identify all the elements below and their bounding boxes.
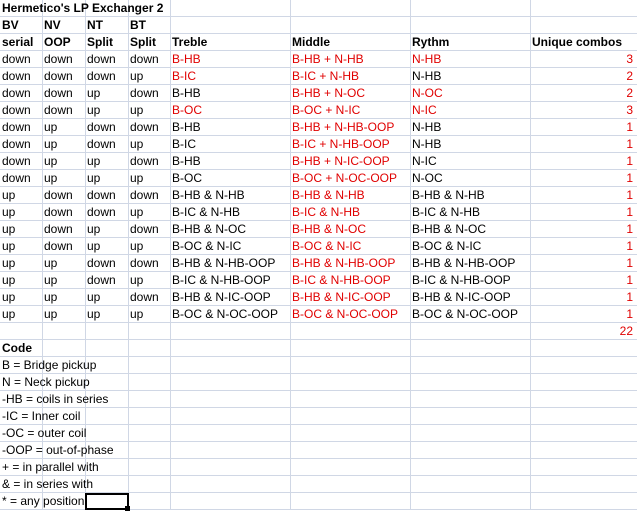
column-header[interactable]: Unique combos	[532, 35, 623, 49]
cell-nv[interactable]: down	[44, 69, 73, 83]
cell-unique-combos[interactable]: 1	[626, 256, 633, 270]
cell-bv[interactable]: up	[2, 273, 16, 287]
code-line[interactable]: N = Neck pickup	[2, 375, 90, 389]
cell-rythm[interactable]: N-IC	[412, 154, 437, 168]
code-line[interactable]: B = Bridge pickup	[2, 358, 97, 372]
cell-rythm[interactable]: B-IC & N-HB-OOP	[412, 273, 511, 287]
cell-nt[interactable]: up	[87, 86, 101, 100]
cell-middle[interactable]: B-HB & N-IC-OOP	[292, 290, 391, 304]
cell-nv[interactable]: up	[44, 290, 58, 304]
cell-nv[interactable]: down	[44, 52, 73, 66]
cell-nt[interactable]: up	[87, 171, 101, 185]
cell-rythm[interactable]: B-OC & N-OC-OOP	[412, 307, 519, 321]
cell-nt[interactable]: down	[87, 137, 116, 151]
cell-nt[interactable]: down	[87, 256, 116, 270]
cell-bv[interactable]: up	[2, 307, 16, 321]
active-cell-selection[interactable]	[85, 493, 129, 510]
cell-rythm[interactable]: N-OC	[412, 171, 443, 185]
cell-bt[interactable]: down	[130, 120, 159, 134]
cell-middle[interactable]: B-HB + N-HB-OOP	[292, 120, 395, 134]
cell-nv[interactable]: up	[44, 273, 58, 287]
cell-middle[interactable]: B-HB & N-HB	[292, 188, 365, 202]
cell-treble[interactable]: B-OC & N-IC	[172, 239, 242, 253]
cell-unique-combos[interactable]: 3	[626, 103, 633, 117]
column-header[interactable]: BT	[130, 18, 146, 32]
cell-rythm[interactable]: N-HB	[412, 137, 442, 151]
cell-nt[interactable]: up	[87, 307, 101, 321]
cell-middle[interactable]: B-OC & N-IC	[292, 239, 362, 253]
cell-nv[interactable]: up	[44, 154, 58, 168]
cell-nv[interactable]: down	[44, 86, 73, 100]
cell-bt[interactable]: down	[130, 86, 159, 100]
cell-unique-combos[interactable]: 1	[626, 290, 633, 304]
column-header[interactable]: serial	[2, 35, 34, 49]
cell-bt[interactable]: down	[130, 52, 159, 66]
cell-nv[interactable]: down	[44, 239, 73, 253]
cell-middle[interactable]: B-OC & N-OC-OOP	[292, 307, 399, 321]
cell-bt[interactable]: down	[130, 290, 159, 304]
cell-bv[interactable]: down	[2, 154, 31, 168]
cell-unique-combos[interactable]: 2	[626, 69, 633, 83]
fill-handle[interactable]	[125, 506, 130, 511]
cell-treble[interactable]: B-IC	[172, 137, 196, 151]
code-line[interactable]: -OC = outer coil	[2, 426, 87, 440]
cell-rythm[interactable]: B-HB & N-IC-OOP	[412, 290, 511, 304]
cell-unique-combos[interactable]: 1	[626, 171, 633, 185]
cell-bv[interactable]: down	[2, 52, 31, 66]
column-header[interactable]: Split	[87, 35, 113, 49]
code-line[interactable]: & = in series with	[2, 477, 94, 491]
cell-treble[interactable]: B-OC	[172, 171, 202, 185]
cell-bt[interactable]: up	[130, 137, 144, 151]
cell-nv[interactable]: up	[44, 256, 58, 270]
cell-nt[interactable]: up	[87, 222, 101, 236]
cell-treble[interactable]: B-HB & N-IC-OOP	[172, 290, 271, 304]
cell-treble[interactable]: B-HB & N-OC	[172, 222, 247, 236]
cell-bv[interactable]: up	[2, 290, 16, 304]
cell-treble[interactable]: B-HB & N-HB-OOP	[172, 256, 276, 270]
cell-unique-combos[interactable]: 1	[626, 120, 633, 134]
cell-middle[interactable]: B-IC & N-HB-OOP	[292, 273, 391, 287]
cell-nt[interactable]: down	[87, 188, 116, 202]
cell-nt[interactable]: down	[87, 52, 116, 66]
column-header[interactable]: BV	[2, 18, 19, 32]
cell-middle[interactable]: B-OC + N-IC	[292, 103, 361, 117]
cell-bv[interactable]: up	[2, 239, 16, 253]
cell-nv[interactable]: down	[44, 205, 73, 219]
cell-unique-combos[interactable]: 1	[626, 137, 633, 151]
column-header[interactable]: Split	[130, 35, 156, 49]
cell-nv[interactable]: up	[44, 137, 58, 151]
code-line[interactable]: -OOP = out-of-phase	[2, 443, 114, 457]
cell-bv[interactable]: up	[2, 256, 16, 270]
cell-bt[interactable]: up	[130, 171, 144, 185]
cell-unique-combos[interactable]: 1	[626, 205, 633, 219]
cell-rythm[interactable]: N-IC	[412, 103, 437, 117]
column-header[interactable]: Rythm	[412, 35, 450, 49]
cell-middle[interactable]: B-HB + N-OC	[292, 86, 366, 100]
cell-middle[interactable]: B-HB + N-HB	[292, 52, 364, 66]
cell-middle[interactable]: B-IC & N-HB	[292, 205, 361, 219]
cell-unique-combos[interactable]: 1	[626, 273, 633, 287]
cell-treble[interactable]: B-HB	[172, 154, 201, 168]
cell-bv[interactable]: up	[2, 188, 16, 202]
cell-total[interactable]: 22	[619, 324, 633, 338]
cell-rythm[interactable]: N-HB	[412, 120, 442, 134]
cell-unique-combos[interactable]: 1	[626, 239, 633, 253]
cell-treble[interactable]: B-HB	[172, 52, 201, 66]
cell-bt[interactable]: up	[130, 273, 144, 287]
cell-treble[interactable]: B-IC & N-HB	[172, 205, 241, 219]
cell-bv[interactable]: down	[2, 137, 31, 151]
cell-bv[interactable]: down	[2, 86, 31, 100]
cell-middle[interactable]: B-HB & N-HB-OOP	[292, 256, 396, 270]
cell-rythm[interactable]: B-OC & N-IC	[412, 239, 482, 253]
cell-bt[interactable]: down	[130, 188, 159, 202]
cell-rythm[interactable]: N-HB	[412, 52, 442, 66]
cell-nv[interactable]: down	[44, 222, 73, 236]
column-header[interactable]: OOP	[44, 35, 71, 49]
cell-treble[interactable]: B-OC & N-OC-OOP	[172, 307, 279, 321]
cell-rythm[interactable]: N-HB	[412, 69, 442, 83]
cell-bv[interactable]: down	[2, 120, 31, 134]
cell-treble[interactable]: B-IC	[172, 69, 196, 83]
cell-nt[interactable]: up	[87, 103, 101, 117]
cell-middle[interactable]: B-IC + N-HB-OOP	[292, 137, 390, 151]
cell-bv[interactable]: down	[2, 171, 31, 185]
cell-unique-combos[interactable]: 1	[626, 307, 633, 321]
cell-rythm[interactable]: B-HB & N-OC	[412, 222, 487, 236]
cell-nv[interactable]: up	[44, 120, 58, 134]
cell-bt[interactable]: up	[130, 239, 144, 253]
cell-bt[interactable]: down	[130, 256, 159, 270]
cell-unique-combos[interactable]: 2	[626, 86, 633, 100]
cell-unique-combos[interactable]: 1	[626, 154, 633, 168]
cell-nt[interactable]: down	[87, 273, 116, 287]
cell-treble[interactable]: B-OC	[172, 103, 202, 117]
cell-bt[interactable]: up	[130, 69, 144, 83]
cell-treble[interactable]: B-IC & N-HB-OOP	[172, 273, 271, 287]
cell-bv[interactable]: down	[2, 69, 31, 83]
row-gridline	[0, 424, 637, 425]
cell-unique-combos[interactable]: 1	[626, 222, 633, 236]
cell-middle[interactable]: B-HB & N-OC	[292, 222, 367, 236]
cell-treble[interactable]: B-HB	[172, 86, 201, 100]
sheet-title[interactable]: Hermetico's LP Exchanger 2	[2, 1, 164, 15]
column-header[interactable]: Treble	[172, 35, 208, 49]
cell-rythm[interactable]: N-OC	[412, 86, 443, 100]
column-header[interactable]: Middle	[292, 35, 330, 49]
cell-nv[interactable]: down	[44, 103, 73, 117]
cell-nt[interactable]: up	[87, 239, 101, 253]
cell-bt[interactable]: up	[130, 205, 144, 219]
code-line[interactable]: -IC = Inner coil	[2, 409, 81, 423]
cell-nt[interactable]: down	[87, 205, 116, 219]
cell-nt[interactable]: down	[87, 120, 116, 134]
column-header[interactable]: NT	[87, 18, 103, 32]
cell-nt[interactable]: up	[87, 290, 101, 304]
column-header[interactable]: NV	[44, 18, 61, 32]
cell-unique-combos[interactable]: 3	[626, 52, 633, 66]
cell-bt[interactable]: up	[130, 103, 144, 117]
cell-bt[interactable]: down	[130, 222, 159, 236]
cell-rythm[interactable]: B-HB & N-HB	[412, 188, 485, 202]
cell-rythm[interactable]: B-IC & N-HB	[412, 205, 481, 219]
cell-nt[interactable]: down	[87, 69, 116, 83]
cell-middle[interactable]: B-HB + N-IC-OOP	[292, 154, 390, 168]
cell-bv[interactable]: down	[2, 103, 31, 117]
cell-nt[interactable]: up	[87, 154, 101, 168]
cell-rythm[interactable]: B-HB & N-HB-OOP	[412, 256, 516, 270]
cell-treble[interactable]: B-HB	[172, 120, 201, 134]
cell-unique-combos[interactable]: 1	[626, 188, 633, 202]
code-heading[interactable]: Code	[2, 341, 32, 355]
cell-nv[interactable]: up	[44, 307, 58, 321]
cell-nv[interactable]: up	[44, 171, 58, 185]
cell-nv[interactable]: down	[44, 188, 73, 202]
cell-middle[interactable]: B-OC + N-OC-OOP	[292, 171, 398, 185]
code-line[interactable]: + = in parallel with	[2, 460, 99, 474]
cell-bv[interactable]: up	[2, 222, 16, 236]
cell-bv[interactable]: up	[2, 205, 16, 219]
cell-middle[interactable]: B-IC + N-HB	[292, 69, 360, 83]
cell-bt[interactable]: down	[130, 154, 159, 168]
cell-treble[interactable]: B-HB & N-HB	[172, 188, 245, 202]
code-line[interactable]: -HB = coils in series	[2, 392, 109, 406]
code-line[interactable]: * = any position	[2, 494, 85, 508]
cell-bt[interactable]: up	[130, 307, 144, 321]
